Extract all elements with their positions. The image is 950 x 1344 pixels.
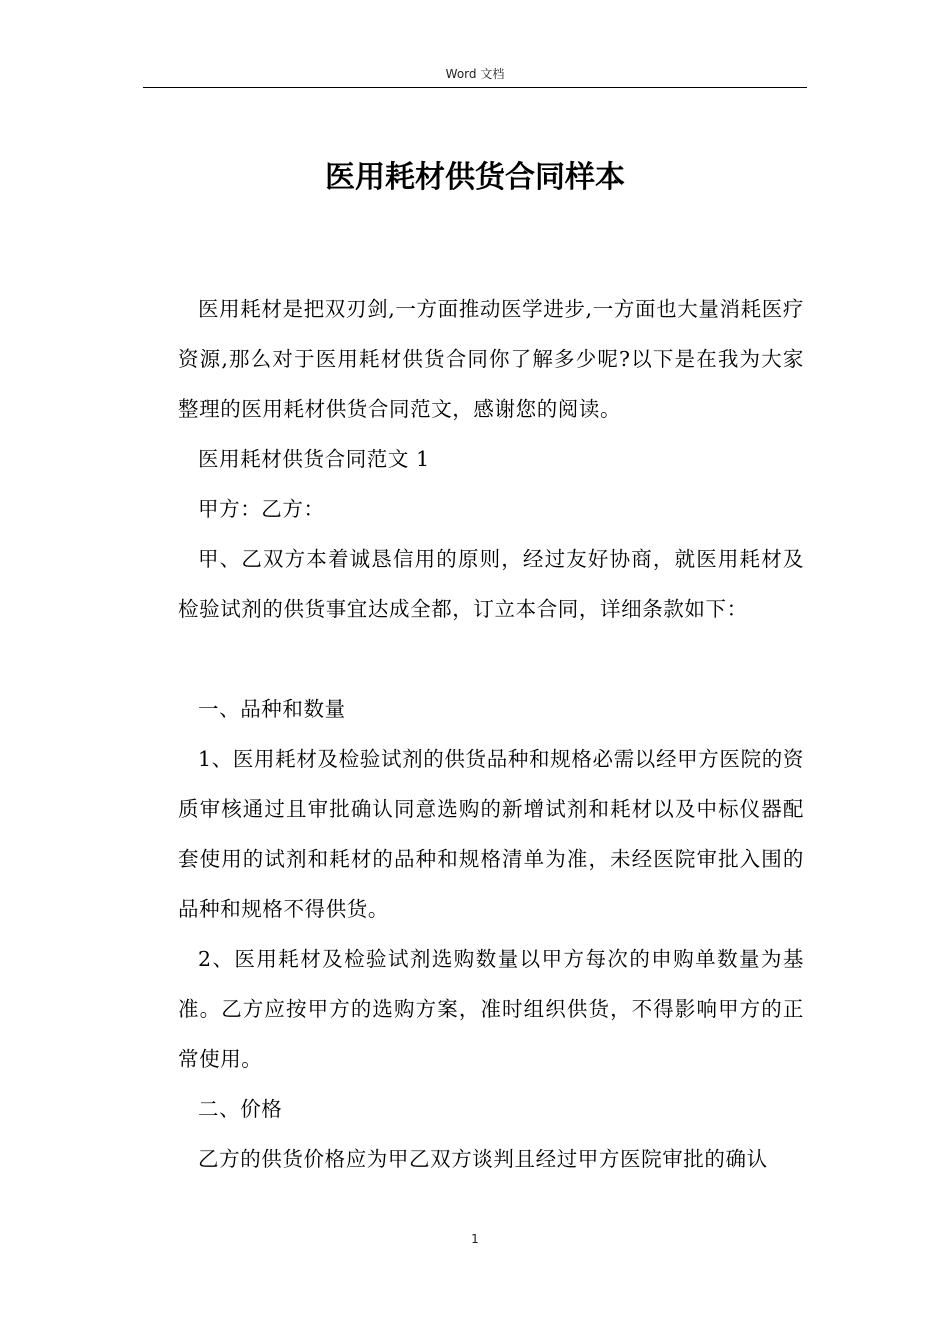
sample-heading: 医用耗材供货合同范文 1 <box>198 447 430 471</box>
document-title: 医用耗材供货合同样本 <box>325 160 625 195</box>
blank-line <box>178 634 804 684</box>
price-paragraph: 乙方的供货价格应为甲乙双方谈判且经过甲方医院审批的确认 <box>198 1147 768 1171</box>
preamble-paragraph: 甲、乙双方本着诚恳信用的原则，经过友好协商，就医用耗材及检验试剂的供货事宜达成全都，订立本合同，详细条款如下： <box>178 547 804 621</box>
parties-line: 甲方：乙方： <box>198 497 325 521</box>
section-heading-price: 二、价格 <box>198 1097 283 1121</box>
page-number: 1 <box>471 1232 479 1246</box>
section-heading-variety: 一、品种和数量 <box>198 697 346 721</box>
document-body <box>178 284 804 1184</box>
clause-2-paragraph: 2、医用耗材及检验试剂选购数量以甲方每次的申购单数量为基准。乙方应按甲方的选购方案，准时组织供货，不得影响甲方的正常使用。 <box>178 947 804 1071</box>
header-divider <box>143 87 807 88</box>
header-label: Word 文档 <box>445 67 505 81</box>
clause-1-paragraph: 1、医用耗材及检验试剂的供货品种和规格必需以经甲方医院的资质审核通过且审批确认同意选购的新增试剂和耗材以及中标仪器配套使用的试剂和耗材的品种和规格清单为准，未经医院审批入围的品种和规格不得供货。 <box>178 747 804 921</box>
intro-paragraph: 医用耗材是把双刃剑,一方面推动医学进步,一方面也大量消耗医疗资源,那么对于医用耗材供货合同你了解多少呢?以下是在我为大家整理的医用耗材供货合同范文，感谢您的阅读。 <box>178 297 804 421</box>
